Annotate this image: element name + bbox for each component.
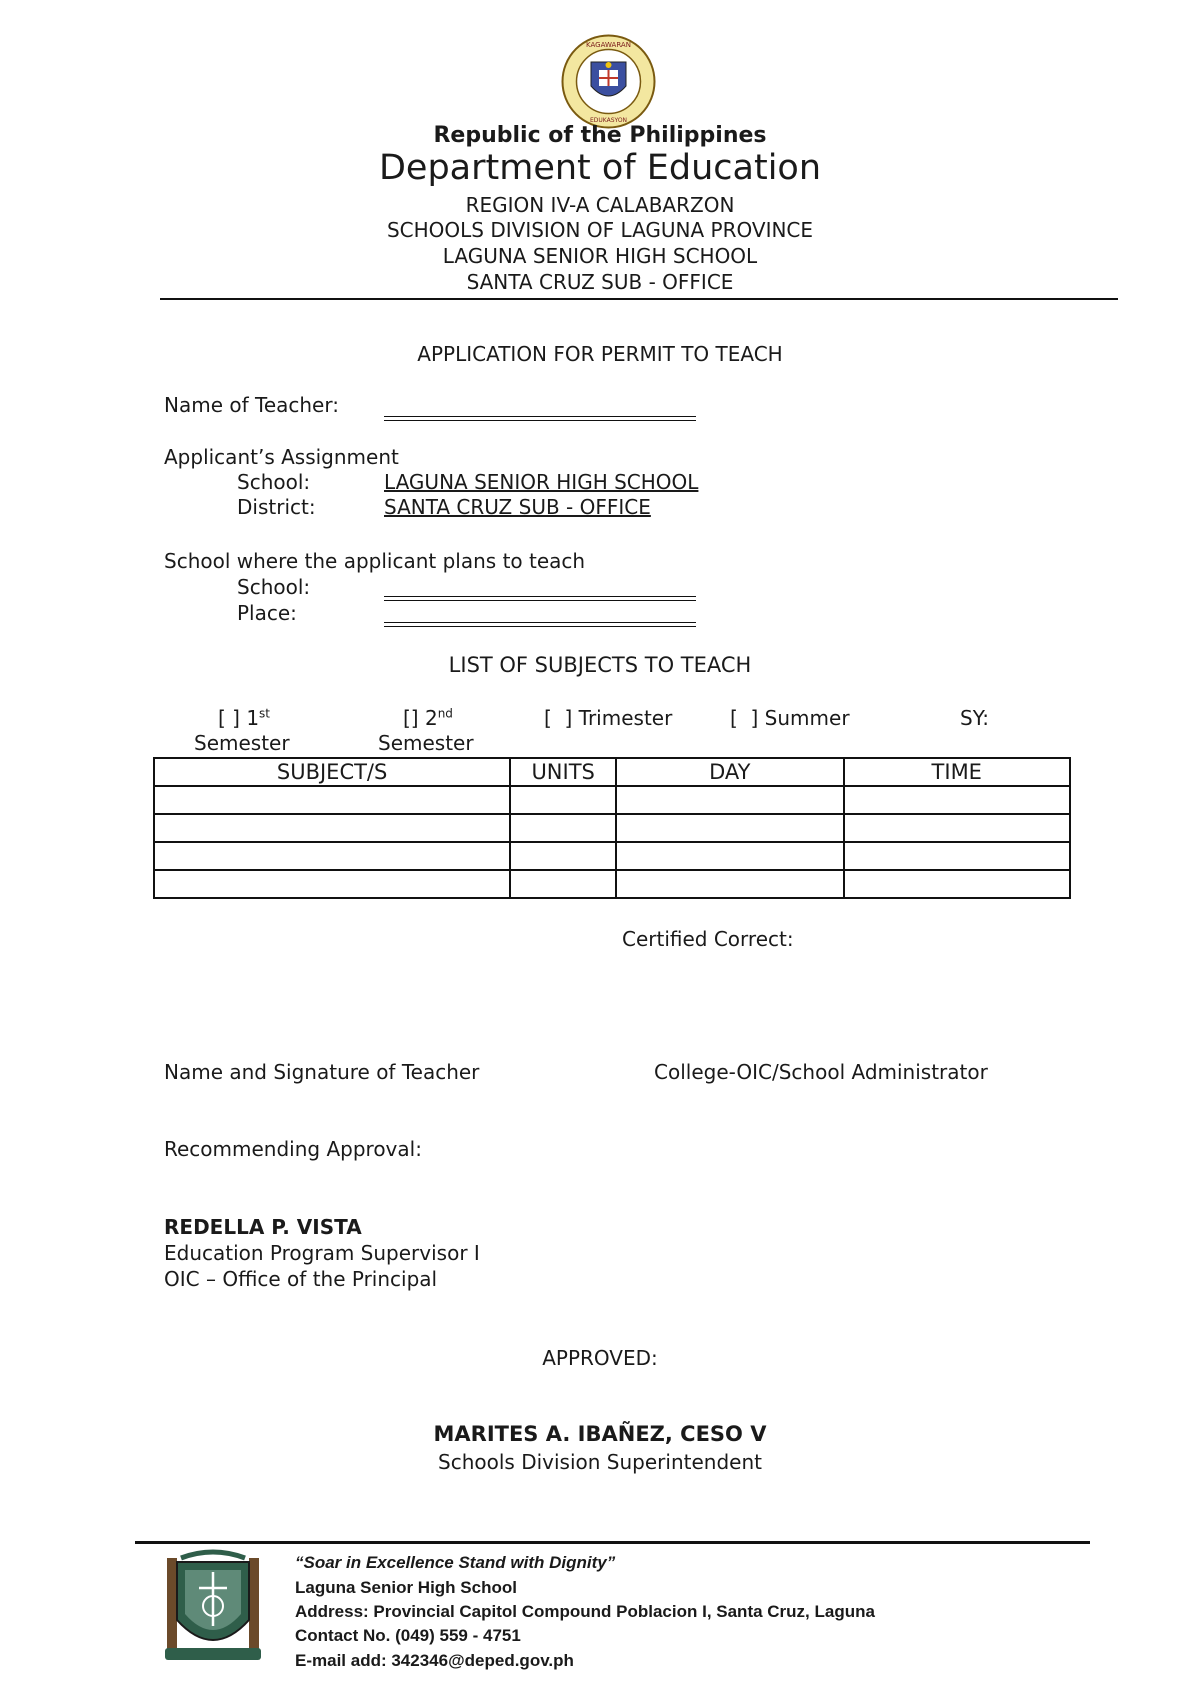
recommender-title: Education Program Supervisor I xyxy=(164,1241,480,1265)
subject-cell[interactable] xyxy=(154,870,510,898)
teacher-signature-label: Name and Signature of Teacher xyxy=(164,1060,480,1084)
trimester-checkbox[interactable]: [ ] Trimester xyxy=(544,706,673,730)
first-semester-checkbox[interactable]: [ ] 1st xyxy=(218,706,271,730)
recommending-approval-label: Recommending Approval: xyxy=(164,1137,422,1161)
units-cell[interactable] xyxy=(510,786,616,814)
header-divider xyxy=(160,298,1118,300)
time-cell[interactable] xyxy=(844,814,1070,842)
assignment-school-label: School: xyxy=(237,470,311,494)
table-row xyxy=(154,842,1070,870)
deped-seal-logo xyxy=(561,34,656,129)
time-cell[interactable] xyxy=(844,842,1070,870)
approver-name: MARITES A. IBAÑEZ, CESO V xyxy=(433,1422,767,1446)
plans-school-field[interactable] xyxy=(384,596,696,597)
name-of-teacher-label: Name of Teacher: xyxy=(164,393,339,417)
subjects-title: LIST OF SUBJECTS TO TEACH xyxy=(448,653,752,677)
column-header-day: DAY xyxy=(616,758,843,786)
department-heading: Department of Education xyxy=(378,148,822,188)
plans-place-field[interactable] xyxy=(384,622,696,623)
footer-address: Address: Provincial Capitol Compound Poblacion I, Santa Cruz, Laguna xyxy=(295,1602,875,1621)
division-heading: SCHOOLS DIVISION OF LAGUNA PROVINCE xyxy=(386,218,814,242)
plans-place-label: Place: xyxy=(237,601,297,625)
table-row xyxy=(154,786,1070,814)
recommender-office: OIC – Office of the Principal xyxy=(164,1267,438,1291)
plans-school-label: School: xyxy=(237,575,311,599)
day-cell[interactable] xyxy=(616,786,843,814)
region-heading: REGION IV-A CALABARZON xyxy=(465,193,735,217)
subjects-table-header xyxy=(154,758,1070,786)
svg-text:EDUKASYON: EDUKASYON xyxy=(589,117,628,124)
subject-cell[interactable] xyxy=(154,842,510,870)
first-semester-label: Semester xyxy=(194,731,290,755)
day-cell[interactable] xyxy=(616,814,843,842)
footer-school: Laguna Senior High School xyxy=(295,1578,517,1597)
assignment-label: Applicant’s Assignment xyxy=(164,445,399,469)
subject-cell[interactable] xyxy=(154,814,510,842)
column-header-time: TIME xyxy=(844,758,1070,786)
second-semester-label: Semester xyxy=(378,731,474,755)
suboffice-heading: SANTA CRUZ SUB - OFFICE xyxy=(466,270,734,294)
table-row xyxy=(154,814,1070,842)
subject-cell[interactable] xyxy=(154,786,510,814)
administrator-signature-label: College-OIC/School Administrator xyxy=(654,1060,988,1084)
assignment-school-value: LAGUNA SENIOR HIGH SCHOOL xyxy=(384,470,699,494)
certified-correct-label: Certified Correct: xyxy=(622,927,794,951)
subjects-table xyxy=(153,757,1071,899)
approver-title: Schools Division Superintendent xyxy=(438,1450,762,1474)
name-of-teacher-field[interactable] xyxy=(384,416,696,417)
second-semester-checkbox[interactable]: [] 2nd xyxy=(403,706,453,730)
republic-heading: Republic of the Philippines xyxy=(433,123,767,148)
day-cell[interactable] xyxy=(616,870,843,898)
summer-checkbox[interactable]: [ ] Summer xyxy=(730,706,850,730)
assignment-district-label: District: xyxy=(237,495,316,519)
time-cell[interactable] xyxy=(844,870,1070,898)
approved-label: APPROVED: xyxy=(542,1346,658,1370)
units-cell[interactable] xyxy=(510,842,616,870)
units-cell[interactable] xyxy=(510,814,616,842)
form-title: APPLICATION FOR PERMIT TO TEACH xyxy=(417,342,783,366)
column-header-units: UNITS xyxy=(510,758,616,786)
time-cell[interactable] xyxy=(844,786,1070,814)
day-cell[interactable] xyxy=(616,842,843,870)
sy-label: SY: xyxy=(960,706,989,730)
school-logo xyxy=(163,1548,263,1668)
plans-label: School where the applicant plans to teach xyxy=(164,549,586,573)
column-header-subjects: SUBJECT/S xyxy=(154,758,510,786)
recommender-name: REDELLA P. VISTA xyxy=(164,1215,362,1239)
school-heading: LAGUNA SENIOR HIGH SCHOOL xyxy=(442,244,758,268)
svg-text:KAGAWARAN: KAGAWARAN xyxy=(586,41,631,49)
units-cell[interactable] xyxy=(510,870,616,898)
assignment-district-value: SANTA CRUZ SUB - OFFICE xyxy=(384,495,651,519)
footer-motto: “Soar in Excellence Stand with Dignity” xyxy=(295,1553,616,1572)
footer-divider xyxy=(135,1541,1090,1544)
table-row xyxy=(154,870,1070,898)
footer-contact: Contact No. (049) 559 - 4751 xyxy=(295,1626,521,1645)
footer-email: E-mail add: 342346@deped.gov.ph xyxy=(295,1651,574,1670)
